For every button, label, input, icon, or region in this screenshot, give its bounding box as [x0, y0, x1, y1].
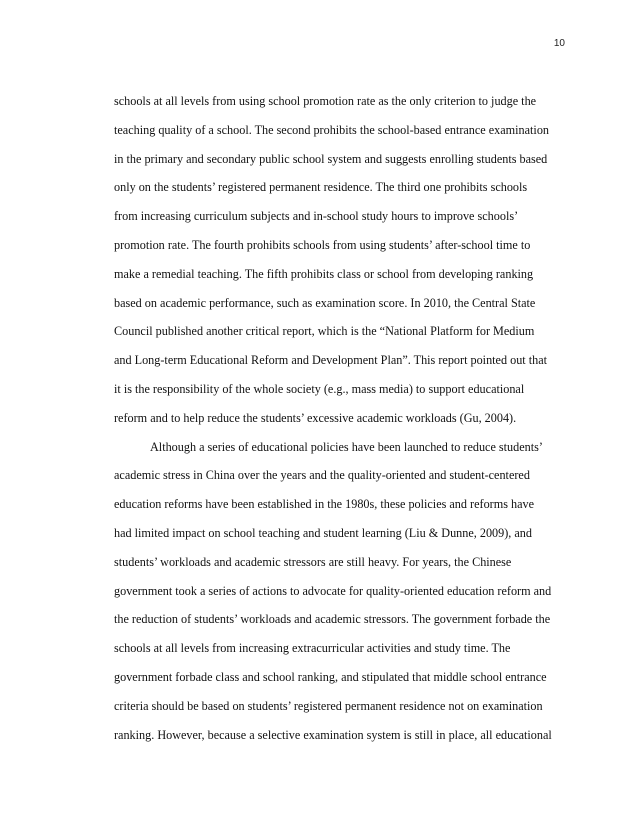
text-line: government forbade class and school ranking, and stipulated that middle school entrance — [114, 669, 547, 684]
text-line: government took a series of actions to advocate for quality-oriented education reform and — [114, 583, 552, 598]
text-line: it is the responsibility of the whole society (e.g., mass media) to support educational — [114, 381, 525, 396]
text-line: ranking. However, because a selective examination system is still in place, all educational — [114, 727, 552, 742]
text-line: only on the students’ registered permanent residence. The third one prohibits schools — [114, 180, 528, 195]
text-line: from increasing curriculum subjects and in-school study hours to improve schools’ — [114, 209, 519, 224]
text-line: academic stress in China over the years and the quality-oriented and student-centered — [114, 468, 530, 483]
text-line: in the primary and secondary public school system and suggests enrolling students based — [114, 151, 548, 166]
text-line: schools at all levels from increasing extracurricular activities and study time. The — [114, 641, 511, 656]
text-line: make a remedial teaching. The fifth prohibits class or school from developing ranking — [114, 266, 534, 281]
text-line: Although a series of educational policies have been launched to reduce students’ — [150, 439, 543, 454]
text-line: and Long-term Educational Reform and Development Plan”. This report pointed out that — [114, 353, 547, 368]
text-line: the reduction of students’ workloads and academic stressors. The government forbade the — [114, 612, 551, 627]
text-line: had limited impact on school teaching and student learning (Liu & Dunne, 2009), and — [114, 525, 532, 540]
text-line: teaching quality of a school. The second prohibits the school-based entrance examination — [114, 122, 550, 137]
text-line: based on academic performance, such as examination score. In 2010, the Central State — [114, 295, 536, 310]
body-text — [114, 92, 564, 754]
text-line: criteria should be based on students’ registered permanent residence not on examination — [114, 698, 543, 713]
text-line: schools at all levels from using school promotion rate as the only criterion to judge the — [114, 94, 537, 108]
text-line: reform and to help reduce the students’ excessive academic workloads (Gu, 2004). — [114, 410, 517, 425]
text-line: education reforms have been established in the 1980s, these policies and reforms have — [114, 497, 534, 512]
text-line: promotion rate. The fourth prohibits schools from using students’ after-school time to — [114, 237, 531, 252]
text-line: students’ workloads and academic stressors are still heavy. For years, the Chinese — [114, 554, 512, 569]
page-number: 10 — [553, 38, 565, 49]
text-line: Council published another critical report, which is the “National Platform for Medium — [114, 324, 535, 339]
